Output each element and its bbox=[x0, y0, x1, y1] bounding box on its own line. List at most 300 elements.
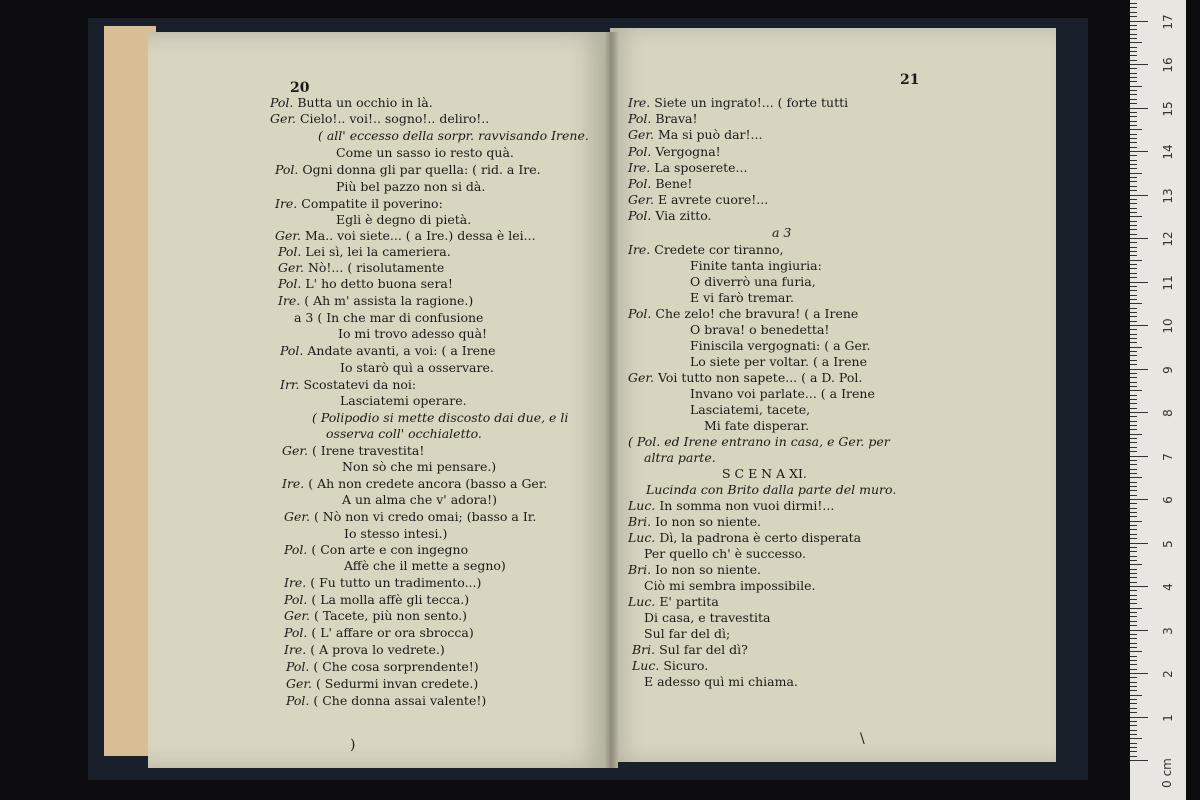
ruler-tick bbox=[1130, 751, 1137, 752]
line-text: Che zelo! che bravura! ( a Irene bbox=[655, 306, 859, 321]
ruler-tick bbox=[1130, 630, 1148, 631]
line-text: Invano voi parlate... ( a Irene bbox=[690, 386, 875, 401]
ruler-tick bbox=[1130, 638, 1137, 639]
right-page-line bbox=[644, 611, 770, 625]
ruler-tick bbox=[1130, 325, 1148, 326]
measurement-ruler bbox=[1130, 0, 1186, 800]
speaker-label: Ire. bbox=[284, 575, 311, 590]
line-text: E' partita bbox=[659, 594, 719, 609]
ruler-tick bbox=[1130, 660, 1137, 661]
line-text: Siete un ingrato!... ( forte tutti bbox=[654, 95, 849, 110]
ruler-tick bbox=[1130, 673, 1148, 674]
ruler-tick bbox=[1130, 651, 1142, 652]
ruler-number: 12 bbox=[1161, 231, 1175, 247]
right-page-line bbox=[628, 435, 890, 449]
speaker-label: Luc. bbox=[628, 498, 660, 513]
speaker-label: Pol. bbox=[628, 111, 656, 126]
ruler-tick bbox=[1130, 747, 1137, 748]
line-text: Bene! bbox=[655, 176, 693, 191]
ruler-tick bbox=[1130, 425, 1137, 426]
left-page-line bbox=[336, 213, 471, 227]
line-text: altra parte. bbox=[644, 450, 716, 465]
ruler-tick bbox=[1130, 260, 1142, 261]
line-text: Andate avanti, a voi: ( a Irene bbox=[307, 343, 496, 358]
speaker-label: Pol. bbox=[284, 542, 312, 557]
line-text: Via zitto. bbox=[655, 208, 712, 223]
line-text: ( Fu tutto un tradimento...) bbox=[310, 575, 482, 590]
ruler-tick bbox=[1130, 429, 1137, 430]
line-text: ( La molla affè gli tecca.) bbox=[311, 592, 470, 607]
ruler-tick bbox=[1130, 338, 1137, 339]
ruler-tick bbox=[1130, 81, 1137, 82]
ruler-tick bbox=[1130, 577, 1137, 578]
ruler-tick bbox=[1130, 34, 1137, 35]
ruler-tick bbox=[1130, 12, 1137, 13]
right-page-line bbox=[690, 291, 794, 305]
ruler-unit-label: 0 cm bbox=[1160, 758, 1174, 788]
line-text: Lo siete per voltar. ( a Irene bbox=[690, 354, 867, 369]
line-text: Sul far del dì; bbox=[644, 626, 731, 641]
right-page-line bbox=[772, 226, 791, 240]
ruler-tick bbox=[1130, 25, 1137, 26]
left-page-line bbox=[284, 626, 474, 640]
ruler-tick bbox=[1130, 582, 1137, 583]
ruler-tick bbox=[1130, 29, 1137, 30]
speaker-label: Pol. bbox=[278, 276, 306, 291]
left-page-line bbox=[286, 677, 478, 691]
ruler-number: 1 bbox=[1161, 713, 1175, 722]
line-text: E vi farò tremar. bbox=[690, 290, 794, 305]
ruler-number: 16 bbox=[1161, 57, 1175, 73]
line-text: Nò!... ( risolutamente bbox=[307, 260, 445, 275]
ruler-tick bbox=[1130, 229, 1137, 230]
line-text: Sicuro. bbox=[663, 658, 709, 673]
line-text: ( Tacete, più non sento.) bbox=[313, 608, 468, 623]
ruler-tick bbox=[1130, 208, 1137, 209]
ruler-tick bbox=[1130, 447, 1137, 448]
line-text: Come un sasso io resto quà. bbox=[336, 145, 514, 160]
right-page-line bbox=[628, 307, 858, 321]
ruler-tick bbox=[1130, 234, 1137, 235]
right-page-line bbox=[704, 419, 809, 433]
ruler-tick bbox=[1130, 382, 1137, 383]
line-text: Per quello ch' è successo. bbox=[644, 546, 806, 561]
line-text: Finite tanta ingiuria: bbox=[690, 258, 822, 273]
left-page-line bbox=[286, 660, 479, 674]
ruler-tick bbox=[1130, 395, 1137, 396]
ruler-tick bbox=[1130, 355, 1137, 356]
ruler-tick bbox=[1130, 656, 1137, 657]
speaker-label: Ger. bbox=[628, 370, 658, 385]
ruler-tick bbox=[1130, 569, 1137, 570]
left-page-line bbox=[284, 510, 536, 524]
line-text: ( all' eccesso della sorpr. ravvisando Irene. bbox=[318, 128, 589, 143]
left-page-line bbox=[282, 444, 424, 458]
line-text: S C E N A XI. bbox=[722, 466, 807, 481]
line-text: L' ho detto buona sera! bbox=[305, 276, 453, 291]
right-page-line bbox=[628, 161, 747, 175]
ruler-tick bbox=[1130, 682, 1137, 683]
ruler-tick bbox=[1130, 77, 1137, 78]
line-text: Di casa, e travestita bbox=[644, 610, 771, 625]
ruler-tick bbox=[1130, 16, 1137, 17]
line-text: Ciò mi sembra impossibile. bbox=[644, 578, 816, 593]
ruler-tick bbox=[1130, 173, 1142, 174]
ruler-tick bbox=[1130, 508, 1137, 509]
left-bottom-mark: ) bbox=[350, 737, 356, 753]
left-page-line bbox=[342, 493, 497, 507]
left-page-line bbox=[270, 112, 489, 126]
ruler-tick bbox=[1130, 560, 1137, 561]
speaker-label: Luc. bbox=[632, 658, 664, 673]
ruler-tick bbox=[1130, 438, 1137, 439]
ruler-tick bbox=[1130, 456, 1148, 457]
line-text: ( Polipodio si mette discosto dai due, e li bbox=[312, 410, 569, 425]
right-page-line bbox=[628, 371, 862, 385]
line-text: O brava! o benedetta! bbox=[690, 322, 830, 337]
left-page-line bbox=[278, 294, 473, 308]
line-text: Brava! bbox=[655, 111, 698, 126]
ruler-tick bbox=[1130, 181, 1137, 182]
ruler-tick bbox=[1130, 138, 1137, 139]
speaker-label: Pol. bbox=[628, 176, 656, 191]
left-page-line bbox=[342, 460, 496, 474]
ruler-tick bbox=[1130, 686, 1137, 687]
right-page-line bbox=[628, 96, 848, 110]
ruler-tick bbox=[1130, 573, 1137, 574]
left-page-line bbox=[282, 477, 547, 491]
speaker-label: Pol. bbox=[286, 659, 314, 674]
speaker-label: Ire. bbox=[628, 242, 655, 257]
line-text: Io non so niente. bbox=[655, 562, 761, 577]
line-text: Io non so niente. bbox=[655, 514, 761, 529]
line-text: ( Ah m' assista la ragione.) bbox=[304, 293, 474, 308]
ruler-tick bbox=[1130, 699, 1137, 700]
left-page-line bbox=[278, 277, 453, 291]
right-page-line bbox=[628, 563, 761, 577]
left-page-line bbox=[294, 311, 483, 325]
line-text: Voi tutto non sapete... ( a D. Pol. bbox=[657, 370, 863, 385]
right-page-line bbox=[644, 547, 806, 561]
ruler-tick bbox=[1130, 469, 1137, 470]
ruler-tick bbox=[1130, 277, 1137, 278]
ruler-tick bbox=[1130, 482, 1137, 483]
line-text: ( L' affare or ora sbrocca) bbox=[311, 625, 474, 640]
ruler-tick bbox=[1130, 760, 1148, 761]
ruler-tick bbox=[1130, 643, 1137, 644]
speaker-label: Ire. bbox=[284, 642, 311, 657]
ruler-tick bbox=[1130, 743, 1137, 744]
ruler-tick bbox=[1130, 203, 1137, 204]
left-page-line bbox=[340, 361, 494, 375]
right-page-line bbox=[646, 483, 896, 497]
left-page-line bbox=[344, 527, 447, 541]
book-gutter bbox=[604, 32, 618, 768]
right-page-line bbox=[628, 209, 712, 223]
ruler-tick bbox=[1130, 525, 1137, 526]
right-page-number: 21 bbox=[900, 72, 920, 88]
speaker-label: Ire. bbox=[275, 196, 302, 211]
left-page-line bbox=[270, 96, 433, 110]
left-page-line bbox=[275, 163, 541, 177]
ruler-tick bbox=[1130, 460, 1137, 461]
speaker-label: Ger. bbox=[275, 228, 305, 243]
speaker-label: Ger. bbox=[282, 443, 312, 458]
ruler-tick bbox=[1130, 3, 1137, 4]
ruler-tick bbox=[1130, 21, 1148, 22]
ruler-tick bbox=[1130, 73, 1137, 74]
ruler-tick bbox=[1130, 112, 1137, 113]
speaker-label: Ger. bbox=[628, 127, 658, 142]
line-text: Lasciatemi, tacete, bbox=[690, 402, 811, 417]
ruler-tick bbox=[1130, 551, 1137, 552]
ruler-tick bbox=[1130, 7, 1137, 8]
speaker-label: Pol. bbox=[286, 693, 314, 708]
right-page-line bbox=[628, 177, 692, 191]
line-text: Cielo!.. voi!.. sogno!.. deliro!.. bbox=[299, 111, 490, 126]
ruler-tick bbox=[1130, 717, 1148, 718]
right-bottom-mark: \ bbox=[860, 731, 865, 747]
speaker-label: Ire. bbox=[628, 95, 655, 110]
ruler-tick bbox=[1130, 603, 1137, 604]
left-page-line bbox=[336, 180, 485, 194]
ruler-tick bbox=[1130, 625, 1137, 626]
ruler-tick bbox=[1130, 125, 1137, 126]
ruler-tick bbox=[1130, 708, 1137, 709]
right-page-line bbox=[628, 515, 761, 529]
ruler-tick bbox=[1130, 273, 1137, 274]
ruler-tick bbox=[1130, 421, 1137, 422]
ruler-tick bbox=[1130, 290, 1137, 291]
ruler-number: 4 bbox=[1161, 583, 1175, 591]
ruler-tick bbox=[1130, 399, 1137, 400]
ruler-tick bbox=[1130, 247, 1137, 248]
ruler-tick bbox=[1130, 142, 1137, 143]
ruler-tick bbox=[1130, 495, 1137, 496]
line-text: Butta un occhio in là. bbox=[297, 95, 433, 110]
ruler-tick bbox=[1130, 38, 1137, 39]
ruler-tick bbox=[1130, 364, 1137, 365]
line-text: Lei sì, lei la cameriera. bbox=[305, 244, 451, 259]
ruler-tick bbox=[1130, 238, 1148, 239]
ruler-tick bbox=[1130, 416, 1137, 417]
ruler-tick bbox=[1130, 225, 1137, 226]
ruler-tick bbox=[1130, 94, 1137, 95]
left-page-line bbox=[280, 344, 496, 358]
ruler-tick bbox=[1130, 99, 1137, 100]
ruler-tick bbox=[1130, 612, 1137, 613]
right-page-line bbox=[644, 579, 816, 593]
ruler-number: 10 bbox=[1161, 318, 1175, 334]
ruler-tick bbox=[1130, 369, 1148, 370]
speaker-label: Pol. bbox=[284, 625, 312, 640]
ruler-tick bbox=[1130, 316, 1137, 317]
ruler-number: 5 bbox=[1161, 539, 1175, 548]
ruler-tick bbox=[1130, 221, 1137, 222]
right-page-line bbox=[722, 467, 807, 481]
ruler-tick bbox=[1130, 712, 1137, 713]
ruler-number: 2 bbox=[1161, 670, 1175, 678]
ruler-tick bbox=[1130, 164, 1137, 165]
ruler-tick bbox=[1130, 556, 1137, 557]
ruler-tick bbox=[1130, 329, 1137, 330]
line-text: osserva coll' occhialetto. bbox=[326, 426, 482, 441]
ruler-tick bbox=[1130, 312, 1137, 313]
ruler-tick bbox=[1130, 90, 1137, 91]
ruler-tick bbox=[1130, 538, 1137, 539]
speaker-label: Ger. bbox=[284, 509, 314, 524]
ruler-tick bbox=[1130, 703, 1137, 704]
ruler-tick bbox=[1130, 721, 1137, 722]
line-text: ( Pol. ed Irene entrano in casa, e Ger. per bbox=[628, 434, 890, 449]
ruler-tick bbox=[1130, 347, 1142, 348]
ruler-tick bbox=[1130, 51, 1137, 52]
ruler-tick bbox=[1130, 55, 1137, 56]
ruler-tick bbox=[1130, 695, 1142, 696]
left-page-line bbox=[344, 559, 506, 573]
right-page-line bbox=[690, 323, 829, 337]
ruler-tick bbox=[1130, 595, 1137, 596]
ruler-tick bbox=[1130, 543, 1148, 544]
ruler-tick bbox=[1130, 147, 1137, 148]
line-text: Egli è degno di pietà. bbox=[336, 212, 472, 227]
right-page-line bbox=[628, 145, 721, 159]
ruler-tick bbox=[1130, 451, 1137, 452]
line-text: Più bel pazzo non si dà. bbox=[336, 179, 486, 194]
right-page-line bbox=[628, 595, 719, 609]
ruler-tick bbox=[1130, 129, 1142, 130]
right-page-line bbox=[632, 643, 748, 657]
ruler-tick bbox=[1130, 599, 1137, 600]
line-text: A un alma che v' adora!) bbox=[342, 492, 498, 507]
ruler-tick bbox=[1130, 212, 1137, 213]
ruler-tick bbox=[1130, 251, 1137, 252]
ruler-tick bbox=[1130, 486, 1137, 487]
ruler-tick bbox=[1130, 60, 1137, 61]
right-page-line bbox=[628, 193, 768, 207]
speaker-label: Bri. bbox=[632, 642, 660, 657]
speaker-label: Pol. bbox=[275, 162, 303, 177]
ruler-tick bbox=[1130, 321, 1137, 322]
right-page-line bbox=[628, 531, 861, 545]
ruler-tick bbox=[1130, 534, 1137, 535]
ruler-tick bbox=[1130, 390, 1142, 391]
ruler-tick bbox=[1130, 730, 1137, 731]
speaker-label: Luc. bbox=[628, 530, 660, 545]
line-text: Scostatevi da noi: bbox=[303, 377, 417, 392]
ruler-tick bbox=[1130, 738, 1142, 739]
ruler-tick bbox=[1130, 669, 1137, 670]
ruler-number: 3 bbox=[1161, 626, 1175, 635]
ruler-tick bbox=[1130, 690, 1137, 691]
left-page-line bbox=[326, 427, 482, 441]
ruler-tick bbox=[1130, 490, 1137, 491]
line-text: Ma.. voi siete... ( a Ire.) dessa è lei... bbox=[304, 228, 536, 243]
ruler-tick bbox=[1130, 342, 1137, 343]
ruler-tick bbox=[1130, 155, 1137, 156]
speaker-label: Pol. bbox=[284, 592, 312, 607]
line-text: O diverrò una furia, bbox=[690, 274, 816, 289]
line-text: ( A prova lo vedrete.) bbox=[310, 642, 445, 657]
ruler-tick bbox=[1130, 547, 1137, 548]
ruler-tick bbox=[1130, 168, 1137, 169]
ruler-tick bbox=[1130, 412, 1148, 413]
ruler-tick bbox=[1130, 160, 1137, 161]
ruler-tick bbox=[1130, 734, 1137, 735]
ruler-tick bbox=[1130, 464, 1137, 465]
ruler-tick bbox=[1130, 103, 1137, 104]
right-page-line bbox=[690, 403, 810, 417]
left-page-line bbox=[278, 261, 444, 275]
speaker-label: Ger. bbox=[286, 676, 316, 691]
line-text: Credete cor tiranno, bbox=[654, 242, 784, 257]
speaker-label: Bri. bbox=[628, 562, 656, 577]
ruler-tick bbox=[1130, 299, 1137, 300]
ruler-tick bbox=[1130, 725, 1137, 726]
right-page-line bbox=[644, 627, 730, 641]
ruler-tick bbox=[1130, 121, 1137, 122]
ruler-tick bbox=[1130, 408, 1137, 409]
left-page-line bbox=[336, 146, 514, 160]
ruler-tick bbox=[1130, 473, 1137, 474]
left-page-number: 20 bbox=[290, 80, 310, 96]
left-page-line bbox=[312, 411, 568, 425]
ruler-tick bbox=[1130, 42, 1142, 43]
ruler-tick bbox=[1130, 195, 1148, 196]
ruler-tick bbox=[1130, 116, 1137, 117]
left-page-line bbox=[284, 543, 468, 557]
ruler-tick bbox=[1130, 286, 1137, 287]
right-page-line bbox=[628, 243, 784, 257]
ruler-tick bbox=[1130, 529, 1137, 530]
right-page-line bbox=[628, 499, 834, 513]
ruler-tick bbox=[1130, 477, 1142, 478]
ruler-tick bbox=[1130, 199, 1137, 200]
ruler-tick bbox=[1130, 86, 1142, 87]
speaker-label: Ger. bbox=[628, 192, 658, 207]
line-text: E adesso quì mi chiama. bbox=[644, 674, 798, 689]
ruler-number: 6 bbox=[1161, 496, 1175, 504]
line-text: Dì, la padrona è certo disperata bbox=[659, 530, 862, 545]
line-text: Finiscila vergognati: ( a Ger. bbox=[690, 338, 871, 353]
ruler-number: 13 bbox=[1161, 187, 1175, 204]
ruler-tick bbox=[1130, 434, 1142, 435]
ruler-tick bbox=[1130, 756, 1137, 757]
ruler-tick bbox=[1130, 134, 1137, 135]
speaker-label: Bri. bbox=[628, 514, 656, 529]
right-page-line bbox=[628, 112, 698, 126]
ruler-tick bbox=[1130, 303, 1142, 304]
line-text: Lucinda con Brito dalla parte del muro. bbox=[646, 482, 897, 497]
ruler-number: 17 bbox=[1161, 13, 1175, 30]
ruler-number: 15 bbox=[1161, 100, 1175, 117]
ruler-tick bbox=[1130, 360, 1137, 361]
ruler-number: 11 bbox=[1161, 274, 1175, 291]
ruler-tick bbox=[1130, 442, 1137, 443]
right-page-line bbox=[690, 275, 816, 289]
ruler-tick bbox=[1130, 677, 1137, 678]
right-page-line bbox=[644, 675, 798, 689]
speaker-label: Ger. bbox=[278, 260, 308, 275]
left-page-line bbox=[284, 643, 445, 657]
speaker-label: Ire. bbox=[282, 476, 309, 491]
line-text: In somma non vuoi dirmi!... bbox=[659, 498, 835, 513]
ruler-tick bbox=[1130, 151, 1148, 152]
ruler-tick bbox=[1130, 521, 1142, 522]
speaker-label: Ire. bbox=[628, 160, 655, 175]
line-text: E avrete cuore!... bbox=[657, 192, 769, 207]
line-text: ( Irene travestita! bbox=[311, 443, 425, 458]
